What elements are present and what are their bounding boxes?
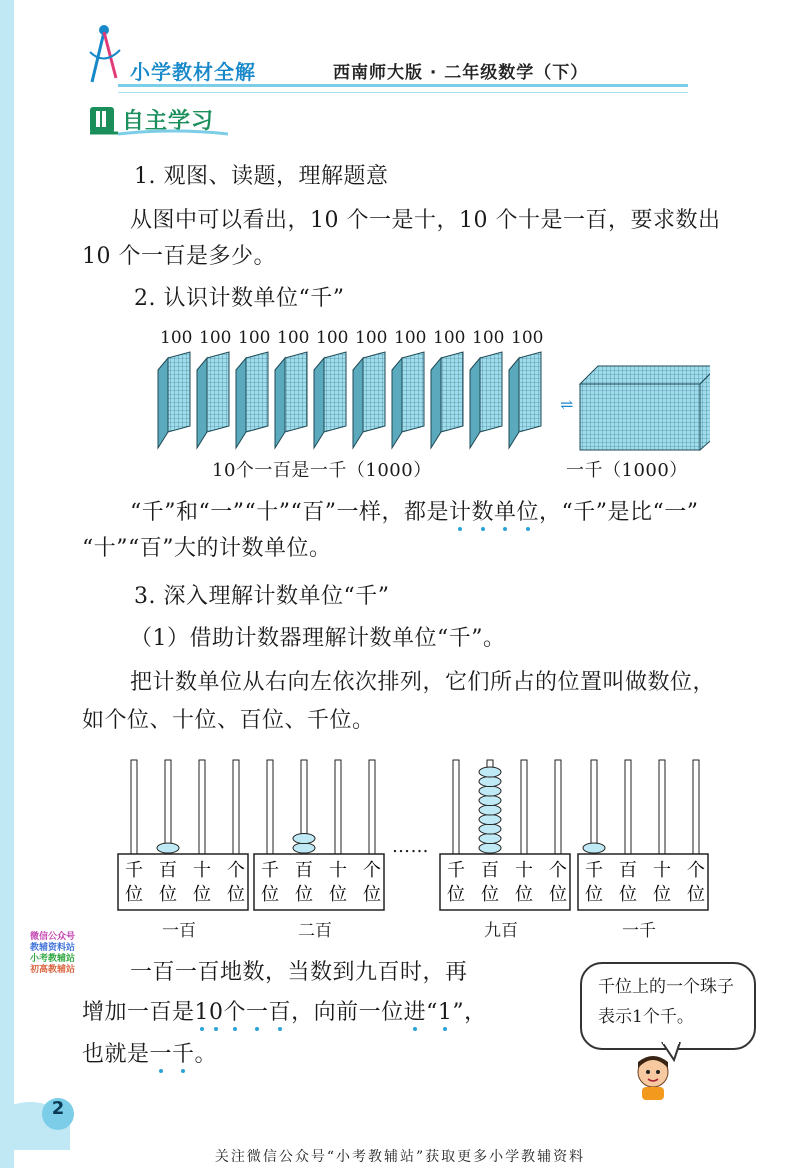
counting-line2-a: 增加一百是 <box>82 1000 195 1025</box>
hundred-label: 100 <box>277 328 310 348</box>
abacus-bead <box>479 777 501 787</box>
abacus-rod <box>591 760 597 854</box>
units-line1-a: “千”和“一”“十”“百”一样，都是 <box>130 500 449 525</box>
bubble-text: 千位上的一个珠子表示1个千。 <box>598 977 734 1027</box>
place-label: 位 <box>363 884 381 905</box>
hundred-label: 100 <box>238 328 271 348</box>
hundred-label: 100 <box>160 328 193 348</box>
equals-arrow: ⇌ <box>560 395 574 414</box>
hundred-label: 100 <box>511 328 544 348</box>
hundred-flat <box>509 352 541 448</box>
abacus-bead <box>479 834 501 844</box>
place-label: 千 <box>125 860 143 881</box>
section-underline <box>118 128 228 138</box>
counting-line1: 一百一百地数，当数到九百时，再 <box>130 960 468 985</box>
place-label: 个 <box>227 860 245 881</box>
place-label: 位 <box>687 884 705 905</box>
place-line2: 如个位、十位、百位、千位。 <box>82 708 375 733</box>
step3-title: 3. 深入理解计数单位“千” <box>134 584 390 609</box>
counting-emph-carry: 进“1” <box>403 1000 465 1025</box>
place-label: 百 <box>159 860 177 881</box>
hundred-flat <box>158 352 190 448</box>
left-margin-strip <box>0 0 14 1168</box>
abacus-caption: 二百 <box>298 921 332 941</box>
abacus-caption: 一千 <box>622 921 656 941</box>
hundred-flat <box>314 352 346 448</box>
hundred-flat <box>275 352 307 448</box>
place-label: 位 <box>193 884 211 905</box>
place-label: 位 <box>585 884 603 905</box>
place-label: 百 <box>619 860 637 881</box>
place-label: 位 <box>481 884 499 905</box>
hundred-blocks-figure <box>150 322 710 462</box>
place-label: 十 <box>329 860 347 881</box>
page-corner-decoration <box>0 1080 90 1150</box>
abacus-rod <box>453 760 459 854</box>
place-label: 十 <box>515 860 533 881</box>
units-line1-c: ，“千”是比“一” <box>539 500 699 525</box>
footer-note: 关注微信公众号“小考教辅站”获取更多小学教辅资料 <box>214 1149 586 1165</box>
abacus-rod <box>369 760 375 854</box>
abacus-rod <box>233 760 239 854</box>
step1-line1: 从图中可以看出，10 个一是十，10 个十是一百，要求数出 <box>130 208 721 233</box>
step1-title: 1. 观图、读题，理解题意 <box>134 164 389 189</box>
abacus-caption: 九百 <box>484 921 518 941</box>
compass-icon <box>86 22 122 86</box>
watermark-line: 微信公众号 <box>30 932 76 942</box>
abacus-bead <box>293 843 315 853</box>
abacus-rod <box>267 760 273 854</box>
hundred-label: 100 <box>316 328 349 348</box>
header-rule <box>118 84 688 87</box>
units-emphasis: 计数单位 <box>448 500 540 525</box>
abacus-bead <box>479 843 501 853</box>
hundred-label: 100 <box>433 328 466 348</box>
place-label: 千 <box>447 860 465 881</box>
header-rule-thin <box>118 92 688 93</box>
watermark-line: 小考教辅站 <box>30 954 76 964</box>
abacus-rod <box>659 760 665 854</box>
abacus-bead <box>479 824 501 834</box>
abacus-rod <box>199 760 205 854</box>
abacus-bead <box>157 843 179 853</box>
ellipsis: …… <box>392 836 429 857</box>
thousand-cube <box>560 366 710 450</box>
place-label: 位 <box>227 884 245 905</box>
abacus-rod <box>555 760 561 854</box>
abacus-rod <box>335 760 341 854</box>
counting-emph-thousand: 一千 <box>149 1042 195 1067</box>
hundred-flat <box>431 352 463 448</box>
hundred-flat <box>470 352 502 448</box>
place-label: 千 <box>585 860 603 881</box>
counting-line2-e: ， <box>464 1000 487 1025</box>
watermark-line: 初高教辅站 <box>30 965 76 975</box>
place-label: 位 <box>159 884 177 905</box>
abacus-rod <box>625 760 631 854</box>
counting-line3-c: 。 <box>194 1042 218 1067</box>
abacus-bead <box>293 834 315 844</box>
counting-emph-ten-hundreds: 10个一百 <box>194 1000 292 1025</box>
place-line1: 把计数单位从右向左依次排列，它们所占的位置叫做数位， <box>130 670 716 695</box>
section-title: 自主学习 <box>122 109 215 134</box>
caption-ten-hundreds: 10个一百是一千（1000） <box>212 460 432 481</box>
place-label: 位 <box>619 884 637 905</box>
place-label: 个 <box>549 860 567 881</box>
place-label: 位 <box>447 884 465 905</box>
counting-line2 <box>82 998 487 1028</box>
pencil-book-icon <box>88 103 120 137</box>
place-label: 位 <box>653 884 671 905</box>
caption-one-thousand: 一千（1000） <box>566 460 688 481</box>
place-label: 百 <box>481 860 499 881</box>
hundred-flat <box>197 352 229 448</box>
place-label: 百 <box>295 860 313 881</box>
counting-line3-a: 也就是 <box>82 1042 150 1067</box>
watermark-line: 教辅资料站 <box>30 943 76 953</box>
place-label: 个 <box>687 860 705 881</box>
book-title: 小学教材全解 <box>130 60 256 84</box>
hundred-label: 100 <box>355 328 388 348</box>
step3-subtitle: （1）借助计数器理解计数单位“千”。 <box>130 626 506 651</box>
counting-line3 <box>82 1040 217 1070</box>
place-label: 位 <box>125 884 143 905</box>
place-label: 位 <box>329 884 347 905</box>
abacus-bead <box>479 805 501 815</box>
boy-avatar <box>628 1050 678 1100</box>
place-label: 位 <box>295 884 313 905</box>
abacus-rod <box>693 760 699 854</box>
units-line2: “十”“百”大的计数单位。 <box>82 536 332 561</box>
hundred-flat <box>392 352 424 448</box>
abacus-rod <box>165 760 171 854</box>
units-line1 <box>130 498 699 528</box>
abacus-rod <box>521 760 527 854</box>
abacus-caption: 一百 <box>162 921 196 941</box>
place-label: 十 <box>653 860 671 881</box>
hundred-flat <box>353 352 385 448</box>
abacus-bead <box>479 796 501 806</box>
place-label: 个 <box>363 860 381 881</box>
side-watermark <box>30 932 86 976</box>
place-label: 十 <box>193 860 211 881</box>
place-label: 位 <box>515 884 533 905</box>
page-header <box>0 0 800 100</box>
page-number: 2 <box>51 1098 65 1119</box>
place-label: 位 <box>549 884 567 905</box>
hundred-label: 100 <box>472 328 505 348</box>
abacus-bead <box>479 767 501 777</box>
step2-title: 2. 认识计数单位“千” <box>134 286 345 311</box>
hundred-flat <box>236 352 268 448</box>
edition-title: 西南师大版 · 二年级数学（下） <box>333 63 589 83</box>
place-label: 位 <box>261 884 279 905</box>
step1-line2: 10 个一百是多少。 <box>82 244 276 269</box>
hundred-label: 100 <box>199 328 232 348</box>
hundred-label: 100 <box>394 328 427 348</box>
abacus-rod <box>131 760 137 854</box>
abacus-bead <box>583 843 605 853</box>
place-label: 千 <box>261 860 279 881</box>
abacus-bead <box>479 815 501 825</box>
abacus-bead <box>479 786 501 796</box>
counting-line2-c: ，向前一位 <box>291 1000 404 1025</box>
